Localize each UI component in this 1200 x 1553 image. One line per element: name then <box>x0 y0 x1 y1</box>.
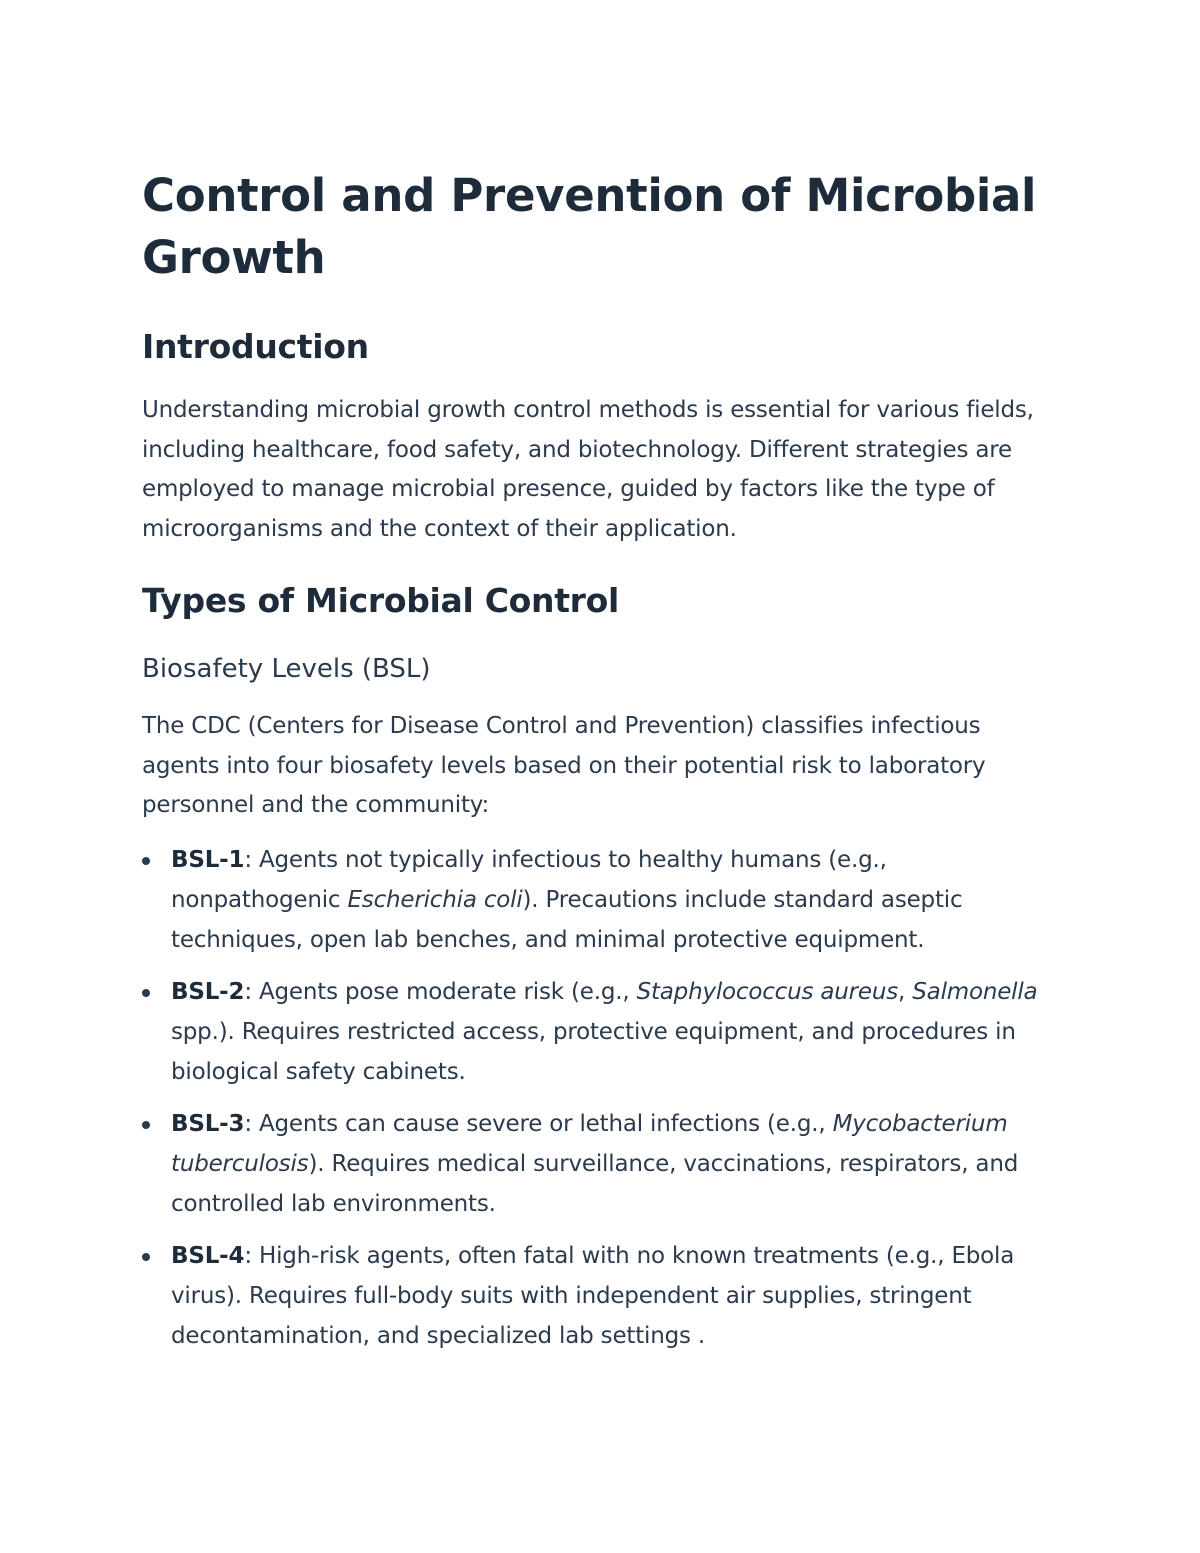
item-text: High-risk agents, often fatal with no known treatments (e.g., Ebola virus). Requires full-body suits with independent air supplies, stringent decontamination, and specialized lab settings . <box>171 1242 1015 1349</box>
subheading-biosafety-levels: Biosafety Levels (BSL) <box>142 654 431 684</box>
page-title: Control and Prevention of Microbial Growth <box>142 169 1037 284</box>
list-item-bsl-1 <box>142 840 1062 960</box>
item-text: ). Requires medical surveillance, vaccinations, respirators, and controlled lab environments. <box>171 1150 1019 1217</box>
bsl-term: BSL-2 <box>171 978 245 1005</box>
document-page <box>142 165 1062 1368</box>
bsl-term: BSL-4 <box>171 1242 245 1269</box>
item-text: , <box>898 978 913 1005</box>
section-heading-introduction: Introduction <box>142 327 369 366</box>
item-text: ). Precautions include standard aseptic techniques, open lab benches, and minimal protective equipment. <box>171 886 963 953</box>
biosafety-paragraph: The CDC (Centers for Disease Control and Prevention) classifies infectious agents into four biosafety levels based on their potential risk to laboratory personnel and the community: <box>142 713 986 818</box>
species-name: Staphylococcus aureus <box>636 978 899 1005</box>
item-text: Agents not typically infectious to healthy humans (e.g., nonpathogenic <box>171 846 887 913</box>
term-separator: : <box>244 1242 252 1269</box>
bsl-list <box>142 840 1062 1356</box>
list-item-bsl-4 <box>142 1236 1062 1356</box>
section-heading-types: Types of Microbial Control <box>142 581 620 620</box>
bsl-term: BSL-1 <box>171 846 245 873</box>
term-separator: : <box>244 846 252 873</box>
bsl-term: BSL-3 <box>171 1110 245 1137</box>
term-separator: : <box>244 1110 252 1137</box>
item-text: Agents pose moderate risk (e.g., <box>251 978 637 1005</box>
term-separator: : <box>244 978 252 1005</box>
species-name: Mycobacterium tuberculosis <box>171 1110 1008 1177</box>
bullet-icon <box>142 1253 150 1261</box>
species-name: Salmonella <box>912 978 1038 1005</box>
bullet-icon <box>142 857 150 865</box>
species-name: Escherichia coli <box>347 886 523 913</box>
list-item-bsl-2 <box>142 972 1062 1092</box>
introduction-paragraph: Understanding microbial growth control methods is essential for various fields, including healthcare, food safety, and biotechnology. Different strategies are employed to manage microbial presence, guided by factors like the type of microorganisms and the context of their application. <box>142 397 1034 542</box>
item-text: spp.). Requires restricted access, protective equipment, and procedures in biological safety cabinets. <box>171 1018 1016 1085</box>
bullet-icon <box>142 1121 150 1129</box>
bullet-icon <box>142 989 150 997</box>
list-item-bsl-3 <box>142 1104 1062 1224</box>
item-text: Agents can cause severe or lethal infections (e.g., <box>251 1110 833 1137</box>
